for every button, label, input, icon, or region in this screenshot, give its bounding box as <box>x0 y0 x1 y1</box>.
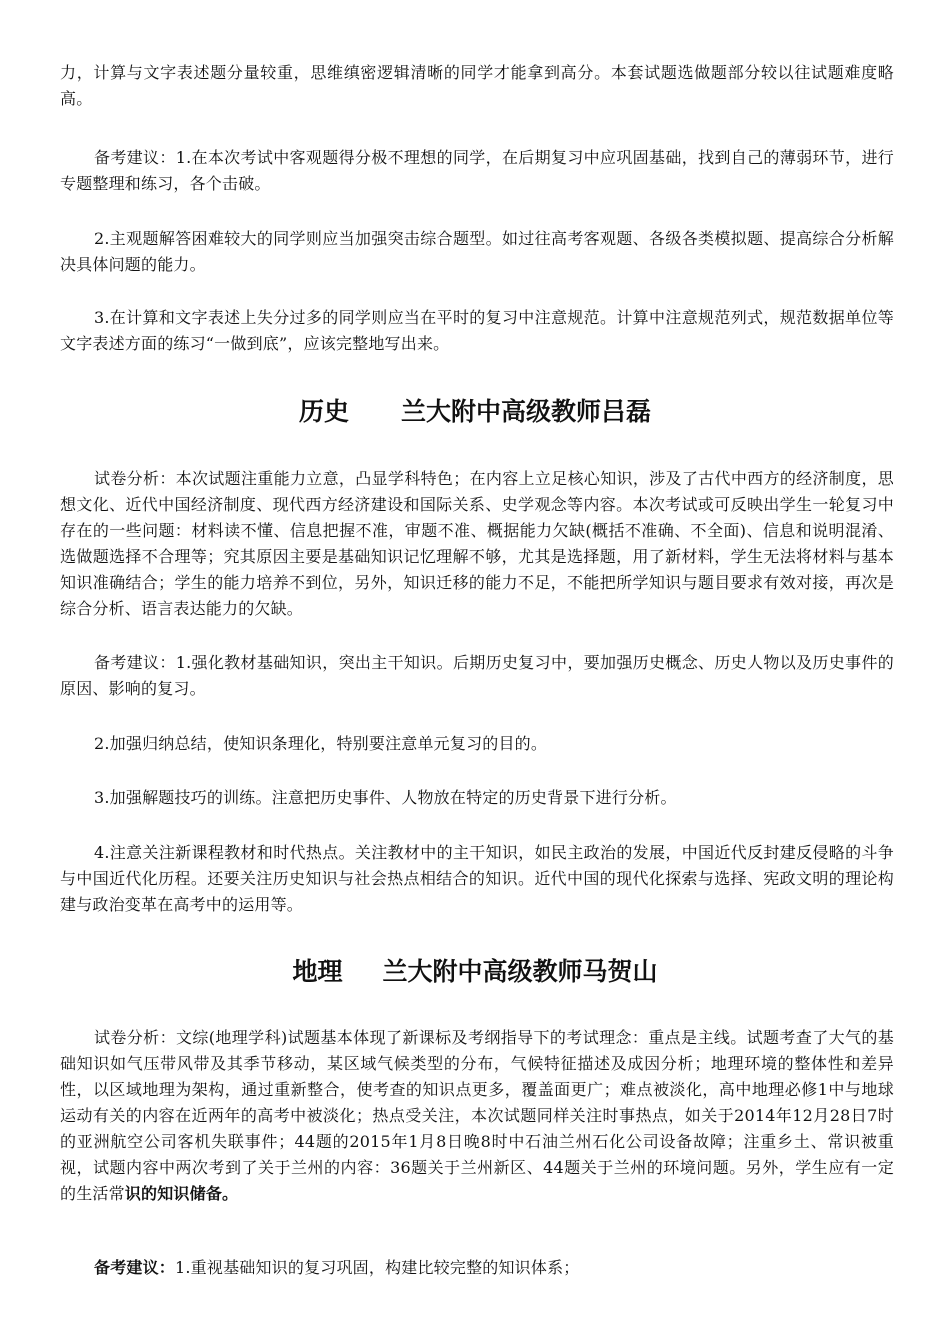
intro-suggestion-1: 备考建议：1.在本次考试中客观题得分极不理想的同学，在后期复习中应巩固基础，找到自己的薄弱环节，进行专题整理和练习，各个击破。 <box>60 148 894 193</box>
geography-suggestion-label: 备考建议： <box>94 1258 176 1277</box>
geography-heading <box>0 955 950 989</box>
geography-analysis-bold-text: 识的知识储备。 <box>124 1184 239 1203</box>
history-heading <box>0 395 950 429</box>
intro-paragraph-1: 力，计算与文字表述题分量较重，思维缜密逻辑清晰的同学才能拿到高分。本套试题选做题部分较以往试题难度略高。 <box>60 63 894 108</box>
history-suggestion-2: 2.加强归纳总结，使知识条理化，特别要注意单元复习的目的。 <box>94 734 548 753</box>
history-teacher: 兰大附中高级教师吕磊 <box>401 397 652 426</box>
geography-suggestion-1 <box>60 1255 894 1281</box>
history-analysis: 试卷分析：本次试题注重能力立意，凸显学科特色；在内容上立足核心知识，涉及了古代中西方的经济制度，思想文化、近代中国经济制度、现代西方经济建设和国际关系、史学观念等内容。本次考试或可反映出学生一轮复习中存在的一些问题：材料读不懂、信息把握不准，审题不准、概据能力欠缺(概括不准确、不全面)、信息和说明混淆、选做题选择不合理等；究其原因主要是基础知识记忆理解不够，尤其是选择题，用了新材料，学生无法将材料与基本知识准确结合；学生的能力培养不到位，另外，知识迁移的能力不足，不能把所学知识与题目要求有效对接，再次是综合分析、语言表达能力的欠缺。 <box>60 469 894 618</box>
geography-teacher: 兰大附中高级教师马贺山 <box>382 957 658 986</box>
intro-suggestion-3: 3.在计算和文字表述上失分过多的同学则应当在平时的复习中注意规范。计算中注意规范列式，规范数据单位等文字表述方面的练习“一做到底”，应该完整地写出来。 <box>60 308 894 353</box>
history-suggestion-3: 3.加强解题技巧的训练。注意把历史事件、人物放在特定的历史背景下进行分析。 <box>94 788 677 807</box>
history-suggestion-4: 4.注意关注新课程教材和时代热点。关注教材中的主干知识，如民主政治的发展，中国近代反封建反侵略的斗争与中国近代化历程。还要关注历史知识与社会热点相结合的知识。近代中国的现代化探索与选择、宪政文明的理论构建与政治变革在高考中的运用等。 <box>60 843 894 914</box>
history-subject: 历史 <box>298 397 349 426</box>
geography-analysis-text: 试卷分析：文综(地理学科)试题基本体现了新课标及考纲指导下的考试理念：重点是主线。试题考查了大气的基础知识如气压带风带及其季节移动，某区域气候类型的分布，气候特征描述及成因分析；地理环境的整体性和差异性，以区域地理为架构，通过重新整合，使考查的知识点更多，覆盖面更广；难点被淡化，高中地理必修1中与地球运动有关的内容在近两年的高考中被淡化；热点受关注，本次试题同样关注时事热点，如关于2014年12月28日7时的亚洲航空公司客机失联事件；44题的2015年1月8日晚8时中石油兰州石化公司设备故障；注重乡土、常识被重视，试题内容中两次考到了关于兰州的内容：36题关于兰州新区、44题关于兰州的环境问题。另外，学生应有一定的生活常 <box>60 1028 894 1203</box>
geography-analysis <box>60 1025 894 1207</box>
intro-suggestion-2: 2.主观题解答困难较大的同学则应当加强突击综合题型。如过往高考客观题、各级各类模拟题、提高综合分析解决具体问题的能力。 <box>60 229 894 274</box>
history-suggestion-1: 备考建议：1.强化教材基础知识，突出主干知识。后期历史复习中，要加强历史概念、历史人物以及历史事件的原因、影响的复习。 <box>60 653 894 698</box>
geography-suggestion-text: 1.重视基础知识的复习巩固，构建比较完整的知识体系； <box>175 1258 580 1277</box>
geography-subject: 地理 <box>292 957 343 986</box>
